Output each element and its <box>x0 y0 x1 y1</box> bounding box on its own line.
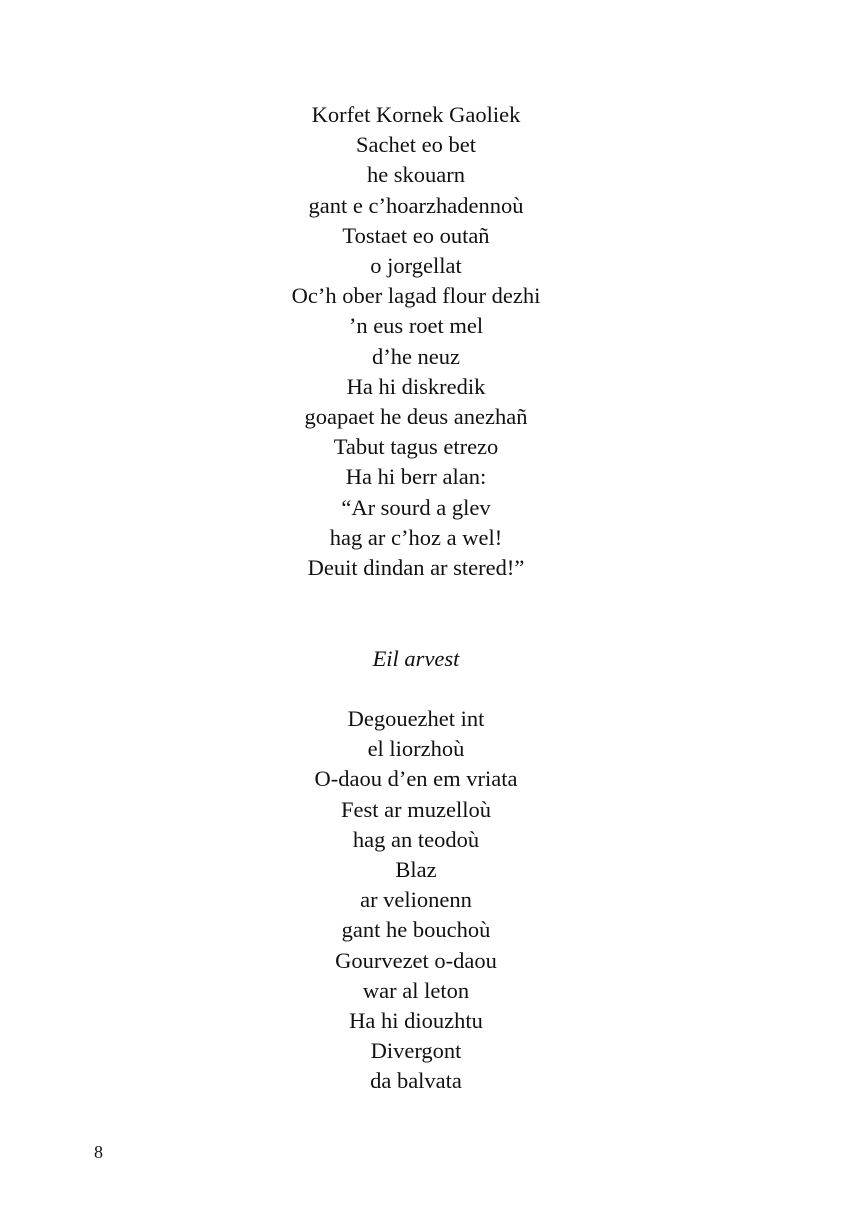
poem-line: ar velionenn <box>360 887 472 913</box>
poem-line: Sachet eo bet <box>356 132 476 158</box>
poem-line: ’n eus roet mel <box>348 313 484 339</box>
poem-line: Korfet Kornek Gaoliek <box>311 102 521 127</box>
poem-line: gant he bouchoù <box>341 917 491 943</box>
poem-line: hag an teodoù <box>352 826 480 852</box>
page-number: 8 <box>94 1142 103 1162</box>
poem-line: goapaet he deus anezhañ <box>304 404 528 430</box>
poem-line: Tabut tagus etrezo <box>333 434 499 460</box>
stanza-2 <box>0 704 832 1097</box>
poem-line: O-daou d’en em vriata <box>314 766 518 792</box>
poem-line: Fest ar muzelloù <box>341 796 491 822</box>
poem-line: Oc’h ober lagad flour dezhi <box>291 283 541 309</box>
poem-line: Deuit dindan ar stered!” <box>307 555 525 581</box>
poem-line: hag ar c’hoz a wel! <box>329 524 503 550</box>
poem-line: Tostaet eo outañ <box>342 222 490 248</box>
poem-line: war al leton <box>362 977 470 1003</box>
poem-line: Ha hi diouzhtu <box>349 1008 483 1034</box>
poem-line: gant e c’hoarzhadennoù <box>308 192 524 218</box>
poem-line: Ha hi diskredik <box>346 373 486 399</box>
poem-line: el liorzhoù <box>367 736 465 762</box>
poem-line: he skouarn <box>366 162 466 188</box>
poem-line: d’he neuz <box>371 343 461 369</box>
poem-line: da balvata <box>370 1068 462 1094</box>
poem-line: o jorgellat <box>370 253 462 279</box>
poem-line: “Ar sourd a glev <box>341 494 491 520</box>
poem-line: Blaz <box>395 857 437 883</box>
poem-line: Gourvezet o-daou <box>335 947 497 973</box>
stanza-1 <box>0 100 832 583</box>
section-heading: Eil arvest <box>372 646 460 671</box>
poem-line: Degouezhet int <box>347 706 485 731</box>
poem-line: Divergont <box>370 1038 462 1064</box>
poem-line: Ha hi berr alan: <box>345 464 487 490</box>
